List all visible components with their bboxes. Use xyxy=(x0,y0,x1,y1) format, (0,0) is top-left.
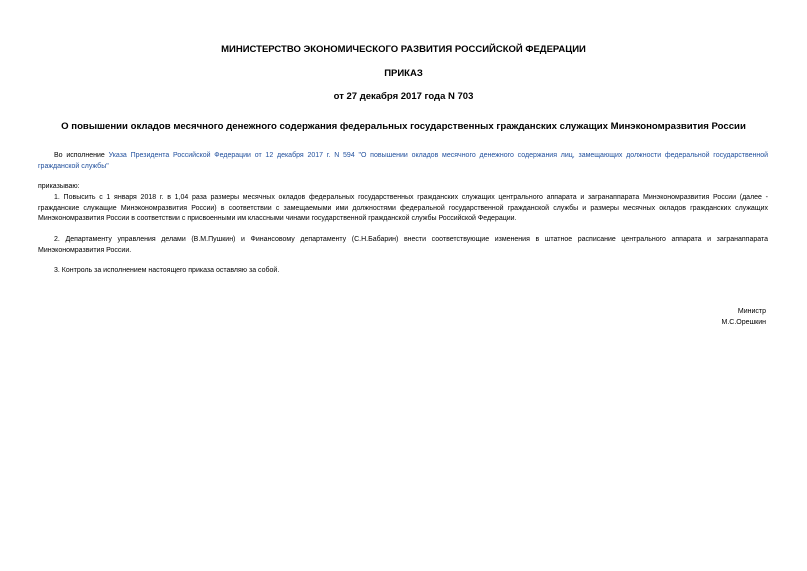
order-item-3: 3. Контроль за исполнением настоящего приказа оставляю за собой. xyxy=(54,267,280,274)
document-type: ПРИКАЗ xyxy=(384,68,423,79)
document-date: от 27 декабря 2017 года N 703 xyxy=(333,91,474,102)
signatory-title: Министр xyxy=(737,308,766,315)
decree-link[interactable]: Указа Президента Российской Федерации от 12 декабря 2017 г. N 594 "О повышении окладов месячного денежного содержания лиц, замещающих должности федеральной государственной гражданской службы" xyxy=(38,152,769,170)
ministry-name: МИНИСТЕРСТВО ЭКОНОМИЧЕСКОГО РАЗВИТИЯ РОССИЙСКОЙ ФЕДЕРАЦИИ xyxy=(221,44,586,55)
order-item-2: 2. Департаменту управления делами (В.М.Пушкин) и Финансовому департаменту (С.Н.Бабарин) внести соответствующие изменения в штатное расписание центрального аппарата и загранаппарата Минэкономразвития России. xyxy=(38,236,768,254)
intro-paragraph xyxy=(38,151,768,172)
signatory-name: М.С.Орешкин xyxy=(721,319,766,326)
document-title: О повышении окладов месячного денежного содержания федеральных государственных гражданских служащих Минэкономразвития России xyxy=(61,121,746,132)
order-item-1: 1. Повысить с 1 января 2018 г. в 1,04 раза размеры месячных окладов федеральных государственных гражданских служащих центрального аппарата и загранаппарата Минэкономразвития России (далее - гражданские служащие Минэкономразвития России) в соответствии с замещаемыми ими должностями федеральной государственной гражданской службы и размеры месячных окладов гражданских служащих Минэкономразвития России в соответствии с присвоенными им классными чинами государственной гражданской службы Российской Федерации. xyxy=(38,194,768,222)
intro-prefix: Во исполнение xyxy=(54,152,109,159)
decree-word: приказываю: xyxy=(38,183,80,190)
